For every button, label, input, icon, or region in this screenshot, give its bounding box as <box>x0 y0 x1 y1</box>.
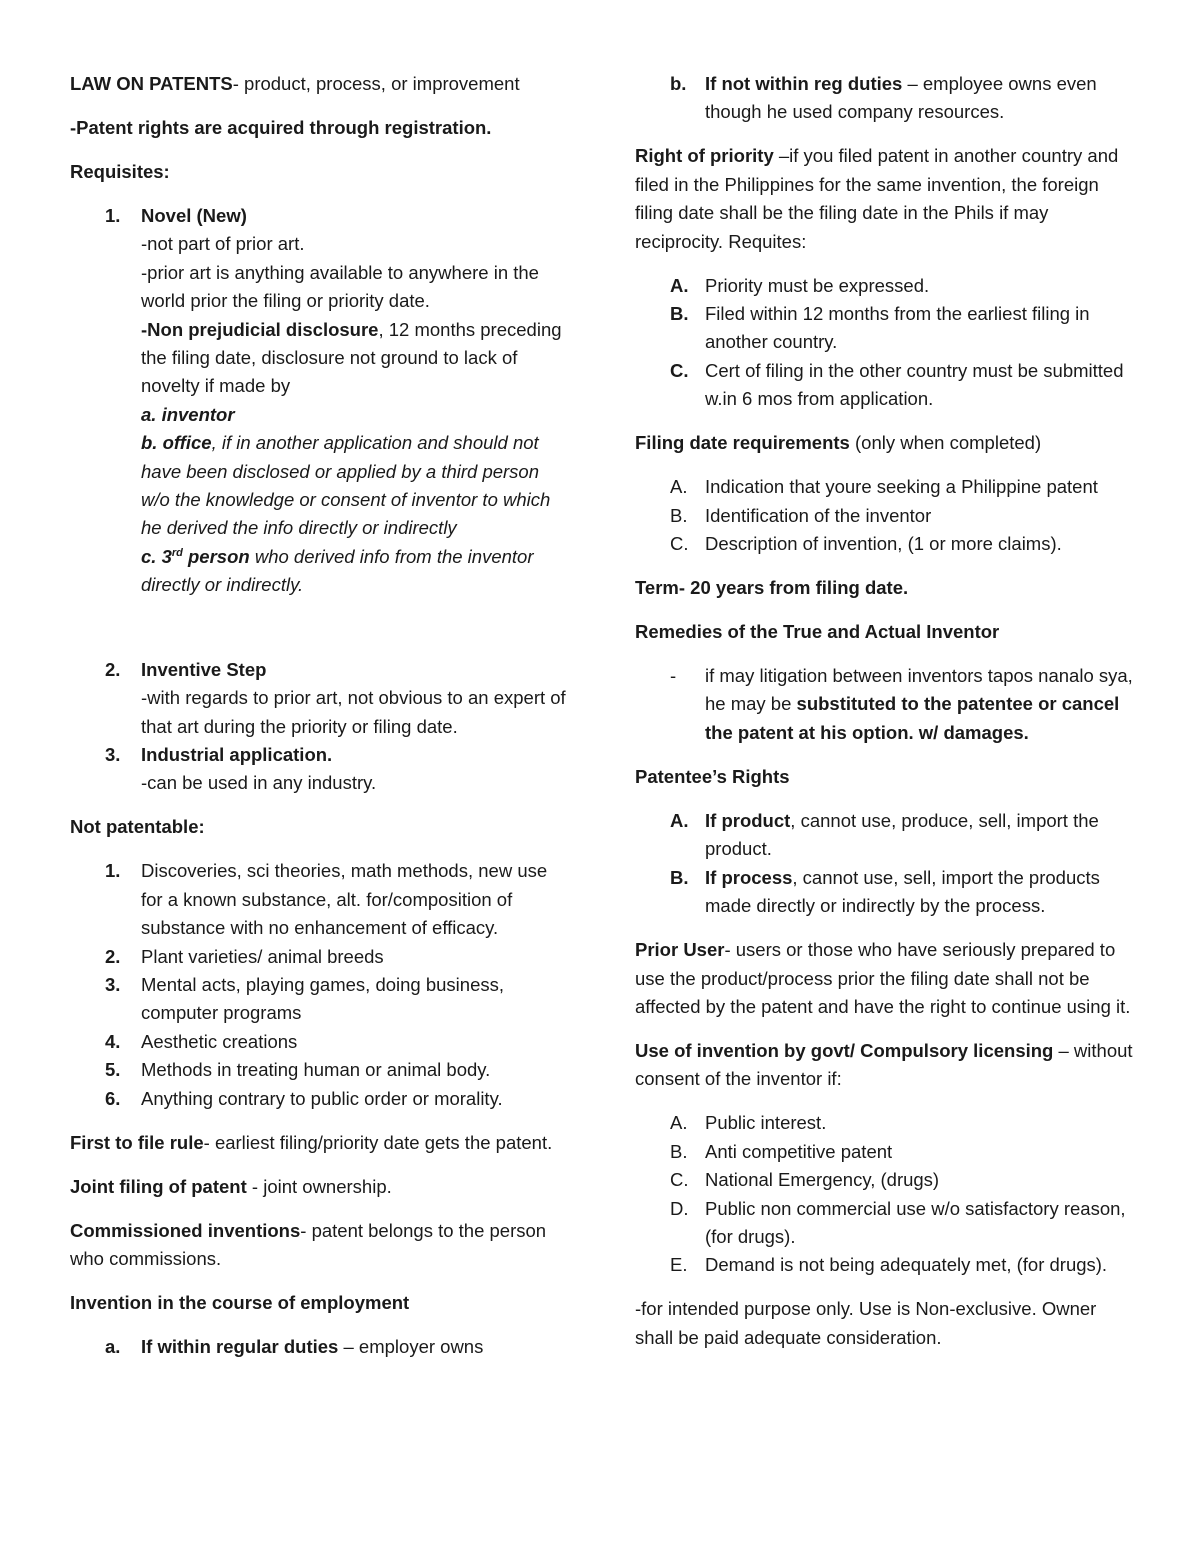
list-item <box>70 1333 570 1361</box>
requisites-list <box>70 202 570 798</box>
disclosure-b-rest: , if in another application and should not have been disclosed or applied by a third person w/o the knowledge or consent of inventor to which he derived the info directly or indirectly <box>141 432 551 539</box>
list-marker: 3. <box>105 743 121 765</box>
list-marker: B. <box>670 303 689 325</box>
not-patentable-heading <box>70 813 570 841</box>
not-patentable-list <box>70 857 570 1113</box>
list-marker: - <box>670 665 677 687</box>
list-item <box>635 502 1135 530</box>
list-marker: 6. <box>105 1087 121 1109</box>
priority-rest: –if you filed patent in another country and filed in the Philippines for the same invention, the foreign filing date shall be the filing date in the Phils if may reciprocity. Requites: <box>635 145 1119 252</box>
list-item-text: National Emergency, (drugs) <box>705 1169 940 1191</box>
title-rest: - product, process, or improvement <box>232 73 520 94</box>
list-marker: A. <box>670 476 688 498</box>
list-marker: b. <box>670 73 687 94</box>
blank-gap <box>70 600 570 656</box>
list-item <box>70 971 570 1028</box>
employment-list-continued <box>635 70 1135 127</box>
rights-b-rest: , cannot use, sell, import the products made directly or indirectly by the process. <box>705 866 1100 917</box>
list-marker: 3. <box>105 973 121 995</box>
list-marker: A. <box>670 274 689 296</box>
list-item <box>635 662 1135 747</box>
title-line <box>70 70 570 98</box>
list-marker: 4. <box>105 1030 121 1052</box>
govt-list <box>635 1109 1135 1279</box>
list-item-text: Public non commercial use w/o satisfactory reason, (for drugs). <box>705 1197 1126 1247</box>
employment-list <box>70 1333 570 1361</box>
commissioned-bold: Commissioned inventions <box>70 1219 301 1241</box>
priority-bold: Right of priority <box>635 145 774 167</box>
employment-a-rest: – employer owns <box>338 1335 484 1357</box>
list-item-text: Public interest. <box>705 1112 827 1134</box>
registration-text: -Patent rights are acquired through registration. <box>70 117 492 138</box>
list-item-text: Mental acts, playing games, doing business, computer programs <box>141 973 505 1024</box>
requisite-line: -with regards to prior art, not obvious to an expert of that art during the priority or filing date. <box>141 687 566 737</box>
list-item <box>70 1028 570 1056</box>
list-item-text: Description of invention, (1 or more claims). <box>705 533 1062 555</box>
list-marker: E. <box>670 1254 688 1276</box>
list-item <box>635 864 1135 921</box>
list-item <box>70 943 570 971</box>
prior-user-bold: Prior User <box>635 939 725 961</box>
prior-user-rest: - users or those who have seriously prepared to use the product/process prior the filing date shall not be affected by the patent and have the right to continue using it. <box>635 939 1131 1017</box>
list-marker: C. <box>670 1169 689 1191</box>
list-marker: 5. <box>105 1059 121 1081</box>
requisite-inventive-step <box>70 656 570 741</box>
requisite-title: Industrial application. <box>141 743 333 765</box>
joint-filing <box>70 1173 570 1201</box>
list-item-text: Filed within 12 months from the earliest filing in another country. <box>705 303 1090 353</box>
list-item-text: Discoveries, sci theories, math methods, new use for a known substance, alt. for/composition of substance with no enhancement of efficacy. <box>141 860 548 939</box>
list-item <box>635 1138 1135 1166</box>
list-marker: 1. <box>105 860 121 882</box>
closing-note: -for intended purpose only. Use is Non-exclusive. Owner shall be paid adequate consideration. <box>635 1298 1097 1348</box>
filing-list <box>635 473 1135 558</box>
disclosure-c-sup: rd <box>171 546 183 559</box>
list-item <box>635 272 1135 300</box>
requisite-title: Inventive Step <box>141 658 267 680</box>
requisite-line: -can be used in any industry. <box>141 772 377 794</box>
requisite-line: -prior art is anything available to anywhere in the world prior the filing or priority date. <box>141 261 539 312</box>
non-prejudicial-line <box>141 316 570 401</box>
priority-list <box>635 272 1135 414</box>
govt-bold: Use of invention by govt/ Compulsory licensing <box>635 1039 1054 1061</box>
requisites-heading-text: Requisites: <box>70 161 170 182</box>
list-marker: 2. <box>105 945 121 967</box>
remedies-list <box>635 662 1135 747</box>
govt-rest: – without consent of the inventor if: <box>635 1039 1133 1090</box>
list-item <box>70 857 570 942</box>
list-item-text: Cert of filing in the other country must be submitted w.in 6 mos from application. <box>705 359 1124 410</box>
disclosure-a <box>141 401 570 429</box>
filing-bold: Filing date requirements <box>635 432 850 454</box>
remedies-bold: substituted to the patentee or cancel the patent at his option. w/ damages. <box>705 693 1120 743</box>
list-marker: C. <box>670 359 689 381</box>
list-item-text: Anti competitive patent <box>705 1140 893 1162</box>
first-to-file <box>70 1129 570 1157</box>
term-text: Term- 20 years from filing date. <box>635 577 909 599</box>
employment-heading <box>70 1289 570 1317</box>
list-item <box>635 1166 1135 1194</box>
list-marker: B. <box>670 1140 688 1162</box>
list-item <box>70 1056 570 1084</box>
rights-a-rest: , cannot use, produce, sell, import the product. <box>705 809 1099 860</box>
disclosure-c-pre: c. 3 <box>141 545 172 567</box>
term <box>635 574 1135 602</box>
requisites-heading <box>70 158 570 186</box>
list-marker: a. <box>105 1335 121 1357</box>
non-prejudicial-rest: , 12 months preceding the filing date, disclosure not ground to lack of novelty if made by <box>141 318 562 397</box>
left-column <box>70 70 570 1377</box>
list-item-text: Methods in treating human or animal body. <box>141 1059 491 1081</box>
list-item <box>635 473 1135 501</box>
patentee-rights-heading <box>635 763 1135 791</box>
employment-heading-text: Invention in the course of employment <box>70 1291 410 1313</box>
list-marker: C. <box>670 533 689 555</box>
list-marker: A. <box>670 1112 688 1134</box>
list-item <box>635 1195 1135 1252</box>
filing-rest: (only when completed) <box>849 432 1042 454</box>
list-item <box>635 70 1135 127</box>
list-item-text: Indication that youre seeking a Philippine patent <box>705 476 1098 498</box>
prior-user <box>635 936 1135 1021</box>
rights-heading-text: Patentee’s Rights <box>635 765 790 787</box>
list-item <box>70 1085 570 1113</box>
list-marker: 1. <box>105 205 121 226</box>
disclosure-c-bold: person <box>182 545 250 567</box>
not-patentable-heading-text: Not patentable: <box>70 816 205 838</box>
registration-note <box>70 114 570 142</box>
filing-date-requirements <box>635 429 1135 457</box>
list-item-text: Demand is not being adequately met, (for drugs). <box>705 1254 1108 1276</box>
list-item-text: Plant varieties/ animal breeds <box>141 945 384 967</box>
joint-filing-bold: Joint filing of patent <box>70 1175 247 1197</box>
list-item-text: Aesthetic creations <box>141 1030 298 1052</box>
compulsory-licensing <box>635 1037 1135 1094</box>
remedies-heading <box>635 618 1135 646</box>
requisite-novel <box>70 202 570 600</box>
remedies-heading-text: Remedies of the True and Actual Inventor <box>635 621 1000 643</box>
list-item-text: Identification of the inventor <box>705 504 932 526</box>
requisite-title: Novel (New) <box>141 205 247 226</box>
list-item-text: Priority must be expressed. <box>705 274 930 296</box>
disclosure-c-rest: who derived info from the inventor directly or indirectly. <box>141 545 534 596</box>
list-item <box>635 1251 1135 1279</box>
commissioned-inventions <box>70 1217 570 1274</box>
list-item-text: Anything contrary to public order or morality. <box>141 1087 503 1109</box>
employment-b-rest: – employee owns even though he used company resources. <box>705 73 1097 123</box>
rights-list <box>635 807 1135 921</box>
right-column <box>635 70 1135 1368</box>
employment-b-bold: If not within reg duties <box>705 73 903 94</box>
list-item <box>635 300 1135 357</box>
list-marker: B. <box>670 866 689 888</box>
title-bold: LAW ON PATENTS <box>70 73 233 94</box>
list-item <box>635 357 1135 414</box>
rights-a-bold: If product <box>705 809 791 831</box>
disclosure-b-bold: b. office <box>141 432 212 454</box>
joint-filing-rest: - joint ownership. <box>246 1175 392 1197</box>
list-marker: 2. <box>105 658 121 680</box>
disclosure-b <box>141 429 570 543</box>
first-to-file-rest: - earliest filing/priority date gets the patent. <box>203 1131 553 1153</box>
non-prejudicial-bold: -Non prejudicial disclosure <box>141 318 379 340</box>
employment-a-bold: If within regular duties <box>141 1335 339 1357</box>
disclosure-a-text: a. inventor <box>141 403 235 425</box>
first-to-file-bold: First to file rule <box>70 1131 204 1153</box>
disclosure-c <box>141 543 570 600</box>
requisite-line: -not part of prior art. <box>141 233 305 255</box>
list-marker: B. <box>670 504 688 526</box>
list-item <box>635 807 1135 864</box>
rights-b-bold: If process <box>705 866 793 888</box>
remedies-text: if may litigation between inventors tapos nanalo sya, he may be <box>705 665 1133 715</box>
commissioned-rest: - patent belongs to the person who commissions. <box>70 1219 547 1269</box>
list-marker: D. <box>670 1197 689 1219</box>
list-item <box>635 530 1135 558</box>
list-item <box>635 1109 1135 1137</box>
requisite-industrial <box>70 741 570 798</box>
right-of-priority <box>635 142 1135 256</box>
list-marker: A. <box>670 809 689 831</box>
